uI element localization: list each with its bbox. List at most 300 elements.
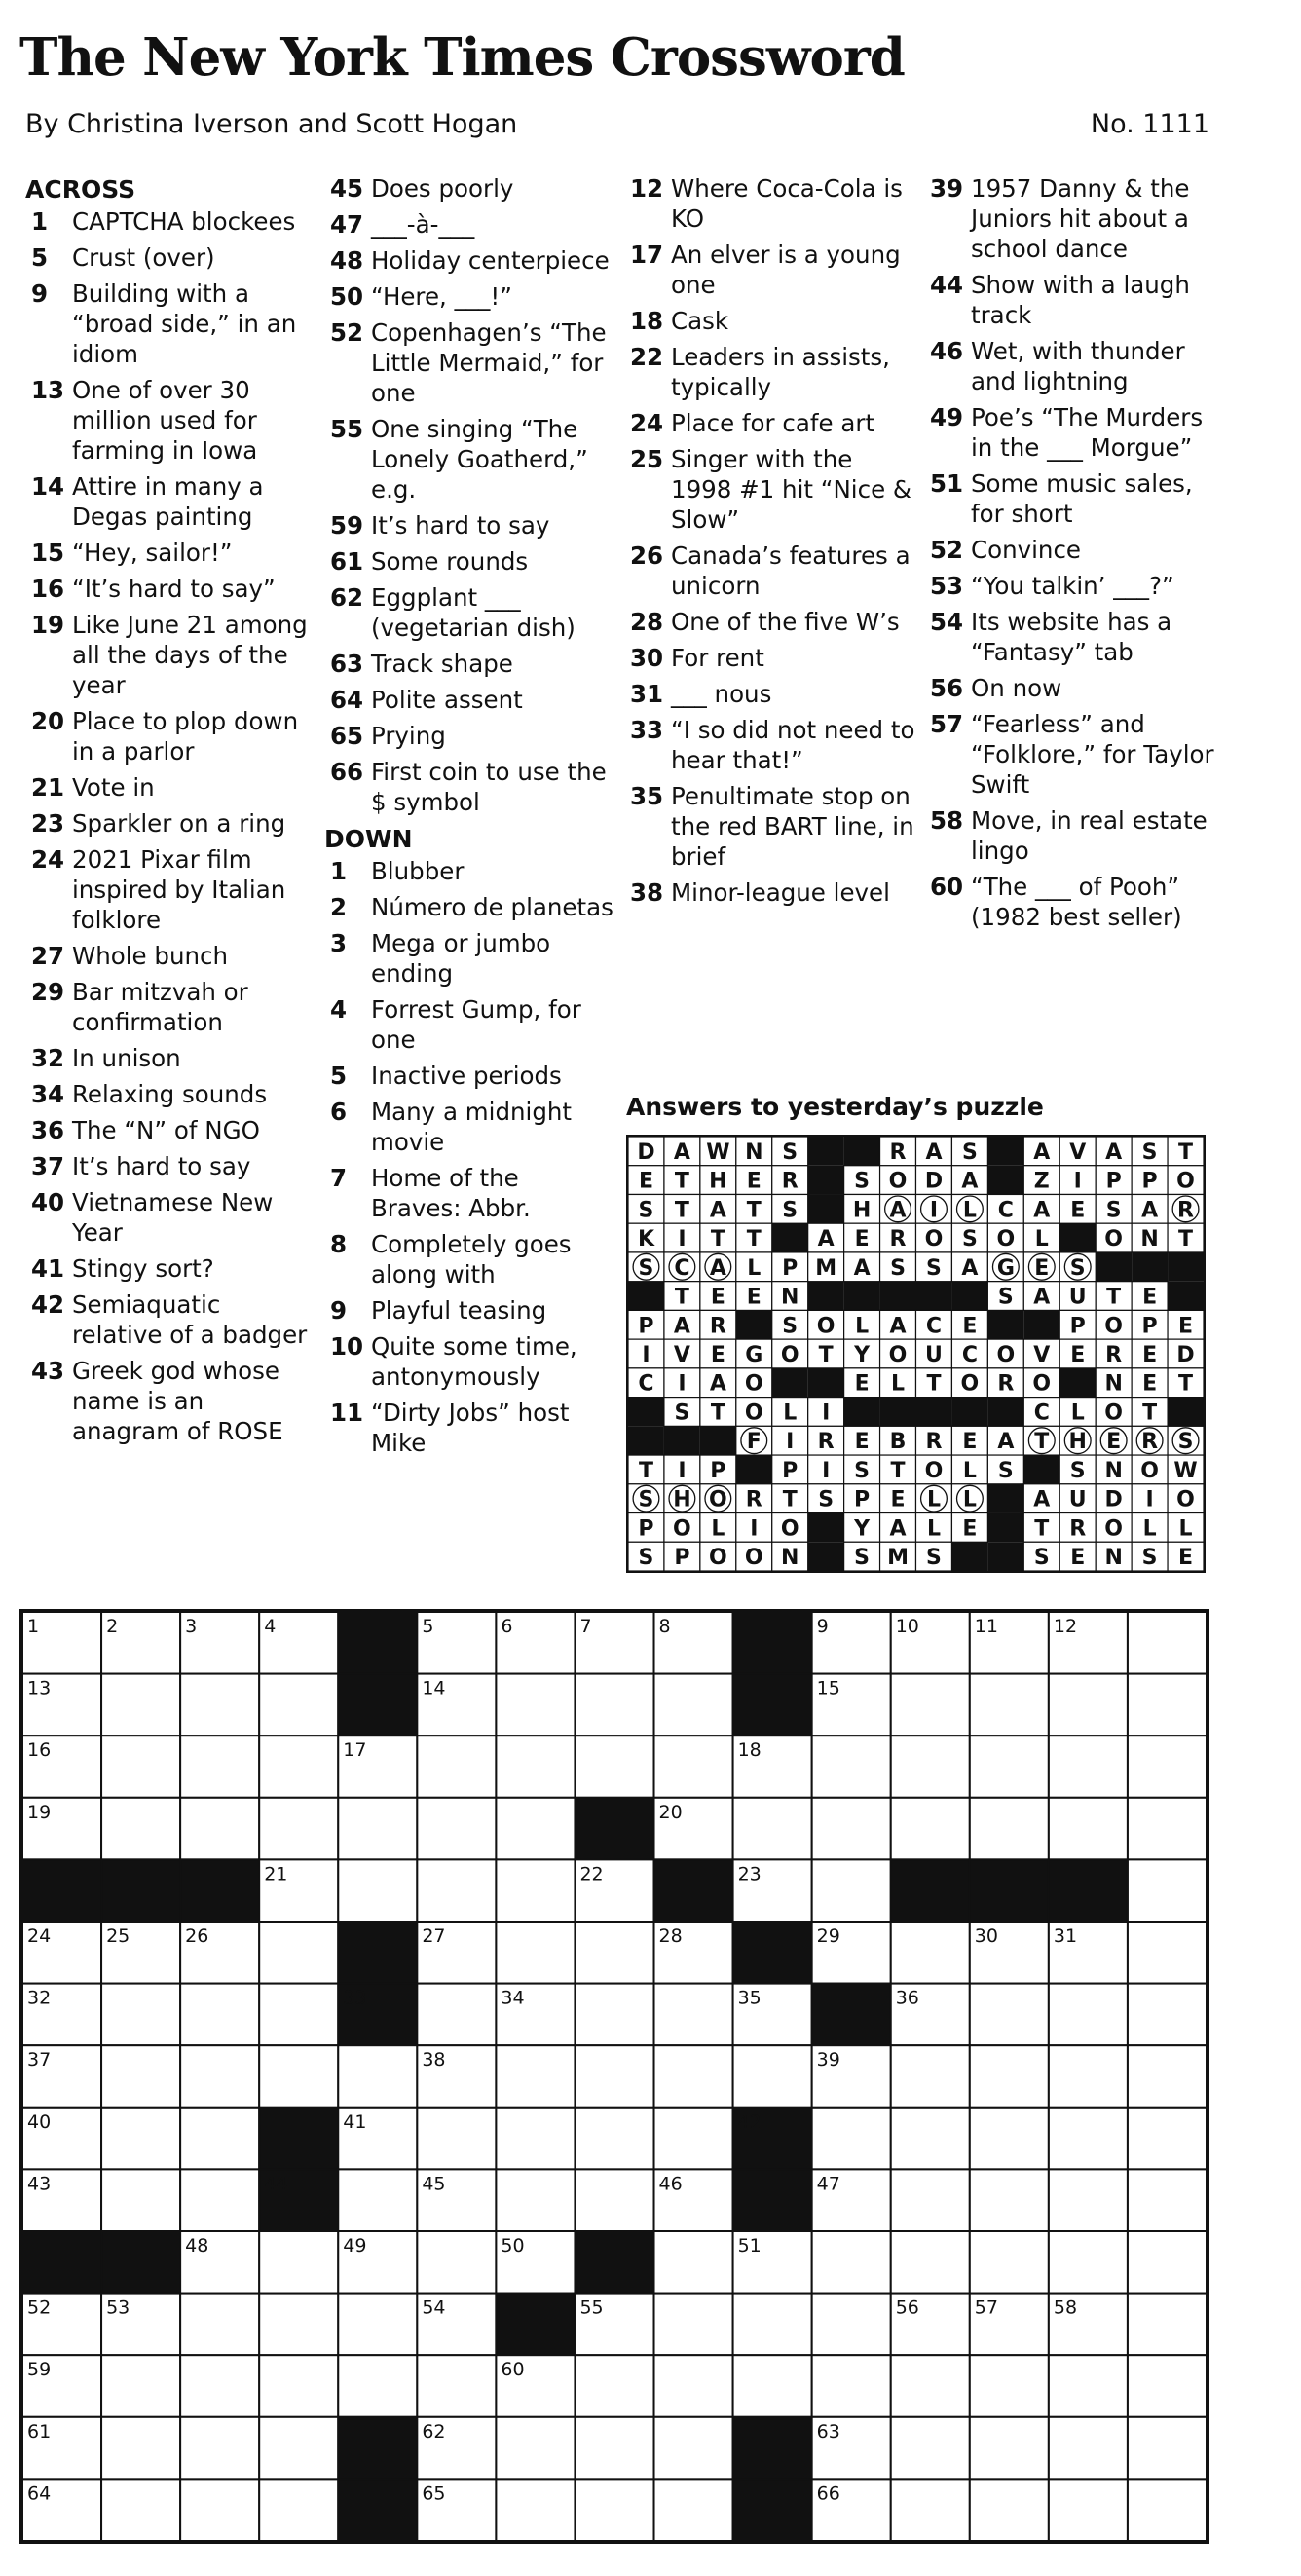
cell-number: 30 <box>974 1925 998 1947</box>
clue-number: 53 <box>930 572 964 600</box>
grid-cell[interactable] <box>812 2231 891 2294</box>
grid-cell[interactable] <box>812 2355 891 2417</box>
across-clue <box>324 173 616 204</box>
grid-cell[interactable] <box>1128 1984 1207 2046</box>
clue-number: 61 <box>330 547 364 576</box>
grid-cell[interactable] <box>259 2355 338 2417</box>
clue-text: “You talkin’ ___?” <box>971 572 1174 600</box>
grid-cell[interactable] <box>891 2417 970 2480</box>
clue-text: Blubber <box>371 857 465 885</box>
grid-black-cell <box>733 2169 812 2231</box>
cell-number: 11 <box>974 1616 998 1637</box>
grid-cell[interactable] <box>575 1922 653 1984</box>
cell-number: 52 <box>27 2296 52 2319</box>
answer-black-cell <box>1023 1310 1059 1339</box>
grid-cell[interactable] <box>338 1859 417 1922</box>
grid-cell[interactable] <box>654 2479 733 2541</box>
answer-letter: E <box>638 1169 653 1194</box>
grid-cell[interactable] <box>970 2108 1049 2170</box>
across-clue <box>324 317 616 408</box>
answer-letter: W <box>1173 1458 1198 1483</box>
grid-cell[interactable] <box>970 1798 1049 1860</box>
grid-cell[interactable] <box>1049 2169 1128 2231</box>
grid-cell[interactable] <box>1128 2045 1207 2108</box>
answer-letter: E <box>1070 1546 1086 1571</box>
grid-cell[interactable] <box>1049 1674 1128 1736</box>
answer-letter: A <box>1033 1285 1051 1310</box>
clue-number: 18 <box>630 307 664 335</box>
answer-letter: A <box>889 1198 907 1223</box>
cell-number: 36 <box>895 1987 919 2009</box>
grid-black-cell <box>733 1922 812 1984</box>
answer-black-cell <box>628 1282 664 1311</box>
clue-number: 38 <box>630 878 664 907</box>
grid-cell[interactable] <box>101 1736 180 1798</box>
across-clue <box>324 582 616 643</box>
grid-cell[interactable] <box>259 1922 338 1984</box>
grid-cell[interactable] <box>654 1674 733 1736</box>
grid-black-cell <box>733 2479 812 2541</box>
grid-black-cell <box>22 1859 101 1922</box>
grid-cell[interactable] <box>575 1984 653 2046</box>
grid-cell[interactable] <box>496 2108 575 2170</box>
grid-cell[interactable] <box>575 1674 653 1736</box>
across-clue <box>324 209 616 240</box>
answer-letter: P <box>1141 1314 1158 1339</box>
answer-black-cell <box>808 1194 844 1223</box>
grid-cell[interactable] <box>575 2108 653 2170</box>
clue-text: Where Coca-Cola is KO <box>671 174 903 233</box>
answer-letter: E <box>1178 1546 1194 1571</box>
clue-text: Canada’s features a unicorn <box>671 541 911 600</box>
clue-number: 31 <box>630 680 664 708</box>
across-clue <box>25 1151 317 1181</box>
grid-cell[interactable] <box>654 1984 733 2046</box>
cell-number: 63 <box>816 2420 840 2443</box>
grid-cell[interactable] <box>1128 1736 1207 1798</box>
grid-cell[interactable] <box>496 1798 575 1860</box>
clue-text: Place for cafe art <box>671 409 875 437</box>
grid-cell[interactable] <box>101 2417 180 2480</box>
answer-letter: O <box>744 1546 763 1571</box>
clue-number: 21 <box>31 773 65 802</box>
grid-cell[interactable] <box>180 2045 259 2108</box>
answer-letter: R <box>889 1227 907 1252</box>
down-clue <box>324 856 616 886</box>
cell-number: 27 <box>422 1925 446 1947</box>
clue-number: 15 <box>31 539 65 567</box>
answer-letter: R <box>817 1430 835 1455</box>
grid-cell[interactable] <box>417 2231 496 2294</box>
grid-cell[interactable] <box>1049 2479 1128 2541</box>
answer-letter: D <box>637 1139 655 1165</box>
cell-number: 25 <box>106 1925 130 1947</box>
grid-cell[interactable] <box>1128 2417 1207 2480</box>
answer-letter: U <box>925 1343 943 1367</box>
cell-number: 59 <box>27 2359 52 2381</box>
grid-cell[interactable] <box>417 2355 496 2417</box>
grid-cell[interactable] <box>891 2231 970 2294</box>
grid-cell[interactable] <box>1128 2355 1207 2417</box>
cell-number: 32 <box>27 1987 52 2009</box>
grid-cell[interactable] <box>180 1798 259 1860</box>
answer-letter: D <box>1176 1343 1195 1367</box>
answers-grid <box>626 1135 1206 1573</box>
answer-black-cell <box>808 1137 844 1166</box>
grid-black-cell <box>733 2417 812 2480</box>
grid-cell[interactable] <box>891 1922 970 1984</box>
cell-number: 64 <box>27 2483 52 2505</box>
answer-letter: S <box>638 1546 654 1571</box>
clue-number: 24 <box>630 409 664 437</box>
grid-cell[interactable] <box>575 1736 653 1798</box>
grid-cell[interactable] <box>101 2045 180 2108</box>
answer-letter: O <box>1104 1400 1124 1426</box>
clue-text: First coin to use the $ symbol <box>371 758 607 816</box>
grid-cell[interactable] <box>1128 2108 1207 2170</box>
answer-letter: L <box>747 1255 762 1281</box>
grid-cell[interactable] <box>970 2045 1049 2108</box>
down-clue <box>324 1097 616 1157</box>
down-clue <box>924 402 1216 463</box>
puzzle-title: The New York Times Crossword <box>19 27 905 88</box>
grid-cell[interactable] <box>1049 2045 1128 2108</box>
answer-black-cell <box>1168 1398 1204 1427</box>
answer-letter: S <box>1177 1430 1194 1455</box>
down-clue <box>324 1398 616 1458</box>
answer-letter: S <box>638 1255 654 1281</box>
grid-cell[interactable] <box>496 1736 575 1798</box>
grid-cell[interactable] <box>259 1674 338 1736</box>
grid-cell[interactable] <box>1049 2417 1128 2480</box>
down-clue <box>624 306 916 336</box>
grid-cell[interactable] <box>812 2108 891 2170</box>
cell-number: 7 <box>579 1616 592 1637</box>
grid-cell[interactable] <box>180 1674 259 1736</box>
grid-cell[interactable] <box>1049 2231 1128 2294</box>
clue-text: Mega or jumbo ending <box>371 929 551 988</box>
answer-letter: A <box>709 1255 726 1281</box>
answer-letter: L <box>1142 1516 1157 1542</box>
cell-number: 54 <box>422 2296 446 2319</box>
grid-cell[interactable] <box>654 2417 733 2480</box>
answer-letter: P <box>782 1255 799 1281</box>
grid-cell[interactable] <box>496 2417 575 2480</box>
clue-text: Holiday centerpiece <box>371 246 610 275</box>
clue-number: 6 <box>330 1098 348 1126</box>
clue-text: Wet, with thunder and lightning <box>971 337 1185 395</box>
answer-letter: A <box>925 1139 943 1165</box>
grid-cell[interactable] <box>1049 1736 1128 1798</box>
grid-cell[interactable] <box>891 1736 970 1798</box>
grid-cell[interactable] <box>733 2294 812 2356</box>
grid-cell[interactable] <box>417 1736 496 1798</box>
down-clue <box>624 715 916 775</box>
across-clue <box>25 844 317 935</box>
clue-number: 2 <box>330 893 348 921</box>
grid-cell[interactable] <box>891 2355 970 2417</box>
grid-black-cell <box>970 1859 1049 1922</box>
grid-cell[interactable] <box>259 1984 338 2046</box>
grid-cell[interactable] <box>101 1674 180 1736</box>
grid-cell[interactable] <box>575 2417 653 2480</box>
answer-letter: C <box>961 1343 978 1367</box>
grid-cell[interactable] <box>891 2108 970 2170</box>
across-clue <box>324 757 616 817</box>
answer-letter: T <box>746 1227 762 1252</box>
grid-cell[interactable] <box>496 1859 575 1922</box>
cell-number: 45 <box>422 2173 446 2195</box>
clue-text: Vote in <box>72 773 155 802</box>
answer-letter: C <box>674 1255 690 1281</box>
across-clue <box>25 243 317 273</box>
grid-cell[interactable] <box>180 1984 259 2046</box>
grid-cell[interactable] <box>575 2045 653 2108</box>
answer-letter: T <box>1142 1400 1158 1426</box>
answer-black-cell <box>1096 1252 1132 1282</box>
grid-cell[interactable] <box>654 2355 733 2417</box>
grid-cell[interactable] <box>891 1674 970 1736</box>
answer-black-cell <box>844 1282 880 1311</box>
answer-letter: S <box>1033 1546 1050 1571</box>
clue-number: 14 <box>31 472 65 501</box>
grid-cell[interactable] <box>417 2108 496 2170</box>
answer-letter: I <box>642 1343 650 1367</box>
clue-text: Prying <box>371 722 446 750</box>
grid-cell[interactable] <box>733 2045 812 2108</box>
grid-cell[interactable] <box>338 2355 417 2417</box>
cell-number: 44 <box>264 2173 288 2195</box>
grid-cell[interactable] <box>180 2355 259 2417</box>
across-clue <box>324 649 616 679</box>
grid-cell[interactable] <box>101 1798 180 1860</box>
grid-cell[interactable] <box>970 2169 1049 2231</box>
cell-number: 55 <box>579 2296 604 2319</box>
grid-cell[interactable] <box>496 2045 575 2108</box>
grid-black-cell <box>575 1798 653 1860</box>
grid-cell[interactable] <box>259 1736 338 1798</box>
grid-cell[interactable] <box>733 1798 812 1860</box>
cell-number: 20 <box>658 1801 683 1823</box>
grid-cell[interactable] <box>575 2169 653 2231</box>
answer-letter: P <box>1069 1314 1086 1339</box>
answer-letter: S <box>997 1285 1014 1310</box>
grid-cell[interactable] <box>654 2294 733 2356</box>
grid-cell[interactable] <box>496 2169 575 2231</box>
answer-black-cell <box>772 1223 808 1252</box>
cell-number: 39 <box>816 2049 840 2072</box>
grid-cell[interactable] <box>891 2479 970 2541</box>
grid-cell[interactable] <box>812 1859 891 1922</box>
cell-number: 53 <box>106 2296 130 2319</box>
grid-cell[interactable] <box>812 1798 891 1860</box>
cell-number: 8 <box>658 1616 671 1637</box>
grid-cell[interactable] <box>575 2355 653 2417</box>
grid-cell[interactable] <box>1049 2108 1128 2170</box>
clue-number: 10 <box>330 1332 364 1361</box>
grid-black-cell <box>496 2294 575 2356</box>
puzzle-number: No. 1111 <box>1090 109 1209 139</box>
grid-cell[interactable] <box>1128 1612 1207 1674</box>
grid-cell[interactable] <box>180 1736 259 1798</box>
clue-text: Vietnamese New Year <box>72 1188 274 1247</box>
grid-cell[interactable] <box>970 1736 1049 1798</box>
grid-cell[interactable] <box>180 2108 259 2170</box>
grid-cell[interactable] <box>180 2294 259 2356</box>
answer-letter: H <box>709 1169 727 1194</box>
grid-cell[interactable] <box>101 2169 180 2231</box>
answer-letter: T <box>926 1371 942 1397</box>
grid-cell[interactable] <box>338 2169 417 2231</box>
grid-cell[interactable] <box>259 2294 338 2356</box>
grid-cell[interactable] <box>259 2231 338 2294</box>
clue-text: Polite assent <box>371 686 523 714</box>
grid-cell[interactable] <box>496 1674 575 1736</box>
grid-cell[interactable] <box>654 2231 733 2294</box>
answer-letter: I <box>822 1400 831 1426</box>
grid-black-cell <box>891 1859 970 1922</box>
clue-number: 1 <box>330 857 348 885</box>
grid-cell[interactable] <box>970 2231 1049 2294</box>
grid-cell[interactable] <box>891 2169 970 2231</box>
grid-cell[interactable] <box>1128 2294 1207 2356</box>
grid-cell[interactable] <box>1128 1798 1207 1860</box>
across-clue <box>25 808 317 839</box>
grid-cell[interactable] <box>812 2294 891 2356</box>
grid-cell[interactable] <box>259 2417 338 2480</box>
grid-cell[interactable] <box>654 1736 733 1798</box>
answer-letter: O <box>960 1371 980 1397</box>
grid-cell[interactable] <box>180 2417 259 2480</box>
answer-black-cell <box>987 1398 1023 1427</box>
grid-cell[interactable] <box>1128 2479 1207 2541</box>
grid-cell[interactable] <box>1128 1674 1207 1736</box>
answer-black-cell <box>987 1166 1023 1195</box>
answer-black-cell <box>1132 1252 1168 1282</box>
clue-number: 4 <box>330 995 348 1024</box>
grid-cell[interactable] <box>970 2417 1049 2480</box>
grid-cell[interactable] <box>812 1736 891 1798</box>
across-clue <box>25 941 317 971</box>
across-clue <box>25 471 317 532</box>
clue-number: 55 <box>330 415 364 443</box>
across-clue <box>25 772 317 803</box>
grid-cell[interactable] <box>496 1922 575 1984</box>
clue-number: 24 <box>31 845 65 874</box>
answer-black-cell <box>987 1310 1023 1339</box>
grid-cell[interactable] <box>101 1984 180 2046</box>
grid-cell[interactable] <box>891 1798 970 1860</box>
across-clue <box>324 281 616 312</box>
across-clue <box>25 206 317 237</box>
clue-text: Minor-league level <box>671 878 890 907</box>
grid-cell[interactable] <box>970 1674 1049 1736</box>
grid-cell[interactable] <box>259 1798 338 1860</box>
grid-cell[interactable] <box>101 2108 180 2170</box>
answer-letter: E <box>1034 1255 1050 1281</box>
clue-text: Stingy sort? <box>72 1254 214 1283</box>
grid-cell[interactable] <box>417 1798 496 1860</box>
grid-cell[interactable] <box>180 2169 259 2231</box>
cell-number: 16 <box>27 1739 52 1762</box>
clue-text: “Hey, sailor!” <box>72 539 233 567</box>
grid-cell[interactable] <box>733 2355 812 2417</box>
answer-letter: I <box>1073 1169 1082 1194</box>
clue-number: 5 <box>31 243 49 272</box>
clue-text: Leaders in assists, typically <box>671 343 890 401</box>
clue-text: Move, in real estate lingo <box>971 806 1208 865</box>
across-clue <box>25 1043 317 1073</box>
answer-letter: I <box>678 1458 687 1483</box>
grid-cell[interactable] <box>180 2479 259 2541</box>
clue-text: Like June 21 among all the days of the year <box>72 611 308 699</box>
grid-cell[interactable] <box>654 2045 733 2108</box>
grid-cell[interactable] <box>417 1859 496 1922</box>
answer-black-cell <box>987 1484 1023 1513</box>
grid-cell[interactable] <box>417 1984 496 2046</box>
grid-cell[interactable] <box>654 2108 733 2170</box>
grid-cell[interactable] <box>259 2479 338 2541</box>
across-clue <box>324 414 616 504</box>
clue-number: 3 <box>330 929 348 957</box>
grid-cell[interactable] <box>1128 1859 1207 1922</box>
grid-cell[interactable] <box>1128 1922 1207 1984</box>
grid-cell[interactable] <box>338 2045 417 2108</box>
clue-number: 19 <box>31 611 65 639</box>
clue-number: 56 <box>930 674 964 702</box>
down-clue <box>624 781 916 872</box>
grid-cell[interactable] <box>496 2479 575 2541</box>
grid-cell[interactable] <box>970 2355 1049 2417</box>
clue-text: 2021 Pixar film inspired by Italian folklore <box>72 845 286 934</box>
grid-cell[interactable] <box>101 2355 180 2417</box>
clue-number: 9 <box>31 280 49 308</box>
grid-cell[interactable] <box>1049 1798 1128 1860</box>
grid-cell[interactable] <box>1049 1984 1128 2046</box>
clue-text: Cask <box>671 307 729 335</box>
grid-cell[interactable] <box>575 2479 653 2541</box>
grid-cell[interactable] <box>338 2294 417 2356</box>
answer-letter: G <box>996 1255 1015 1281</box>
grid-cell[interactable] <box>1128 2169 1207 2231</box>
across-clue <box>25 1289 317 1350</box>
answer-letter: A <box>853 1255 871 1281</box>
answer-letter: N <box>745 1139 763 1165</box>
across-heading: ACROSS <box>25 175 136 204</box>
grid-cell[interactable] <box>1049 2355 1128 2417</box>
cell-number: 24 <box>27 1925 52 1947</box>
clue-text: Copenhagen’s “The Little Mermaid,” for one <box>371 318 607 407</box>
grid-cell[interactable] <box>970 1984 1049 2046</box>
grid-cell[interactable] <box>338 1798 417 1860</box>
answer-letter: O <box>708 1546 727 1571</box>
answer-black-cell <box>628 1426 664 1455</box>
grid-cell[interactable] <box>970 2479 1049 2541</box>
cell-number: 60 <box>501 2359 525 2381</box>
answer-letter: O <box>673 1516 691 1542</box>
answer-letter: S <box>782 1198 799 1223</box>
grid-cell[interactable] <box>259 2045 338 2108</box>
cell-number: 17 <box>343 1739 367 1762</box>
grid-cell[interactable] <box>1128 2231 1207 2294</box>
grid-cell[interactable] <box>101 2479 180 2541</box>
answer-letter: T <box>674 1285 689 1310</box>
cell-number: 47 <box>816 2173 840 2195</box>
clue-text: Some rounds <box>371 547 529 576</box>
answer-letter: S <box>961 1139 978 1165</box>
grid-cell[interactable] <box>891 2045 970 2108</box>
down-clue <box>324 928 616 989</box>
